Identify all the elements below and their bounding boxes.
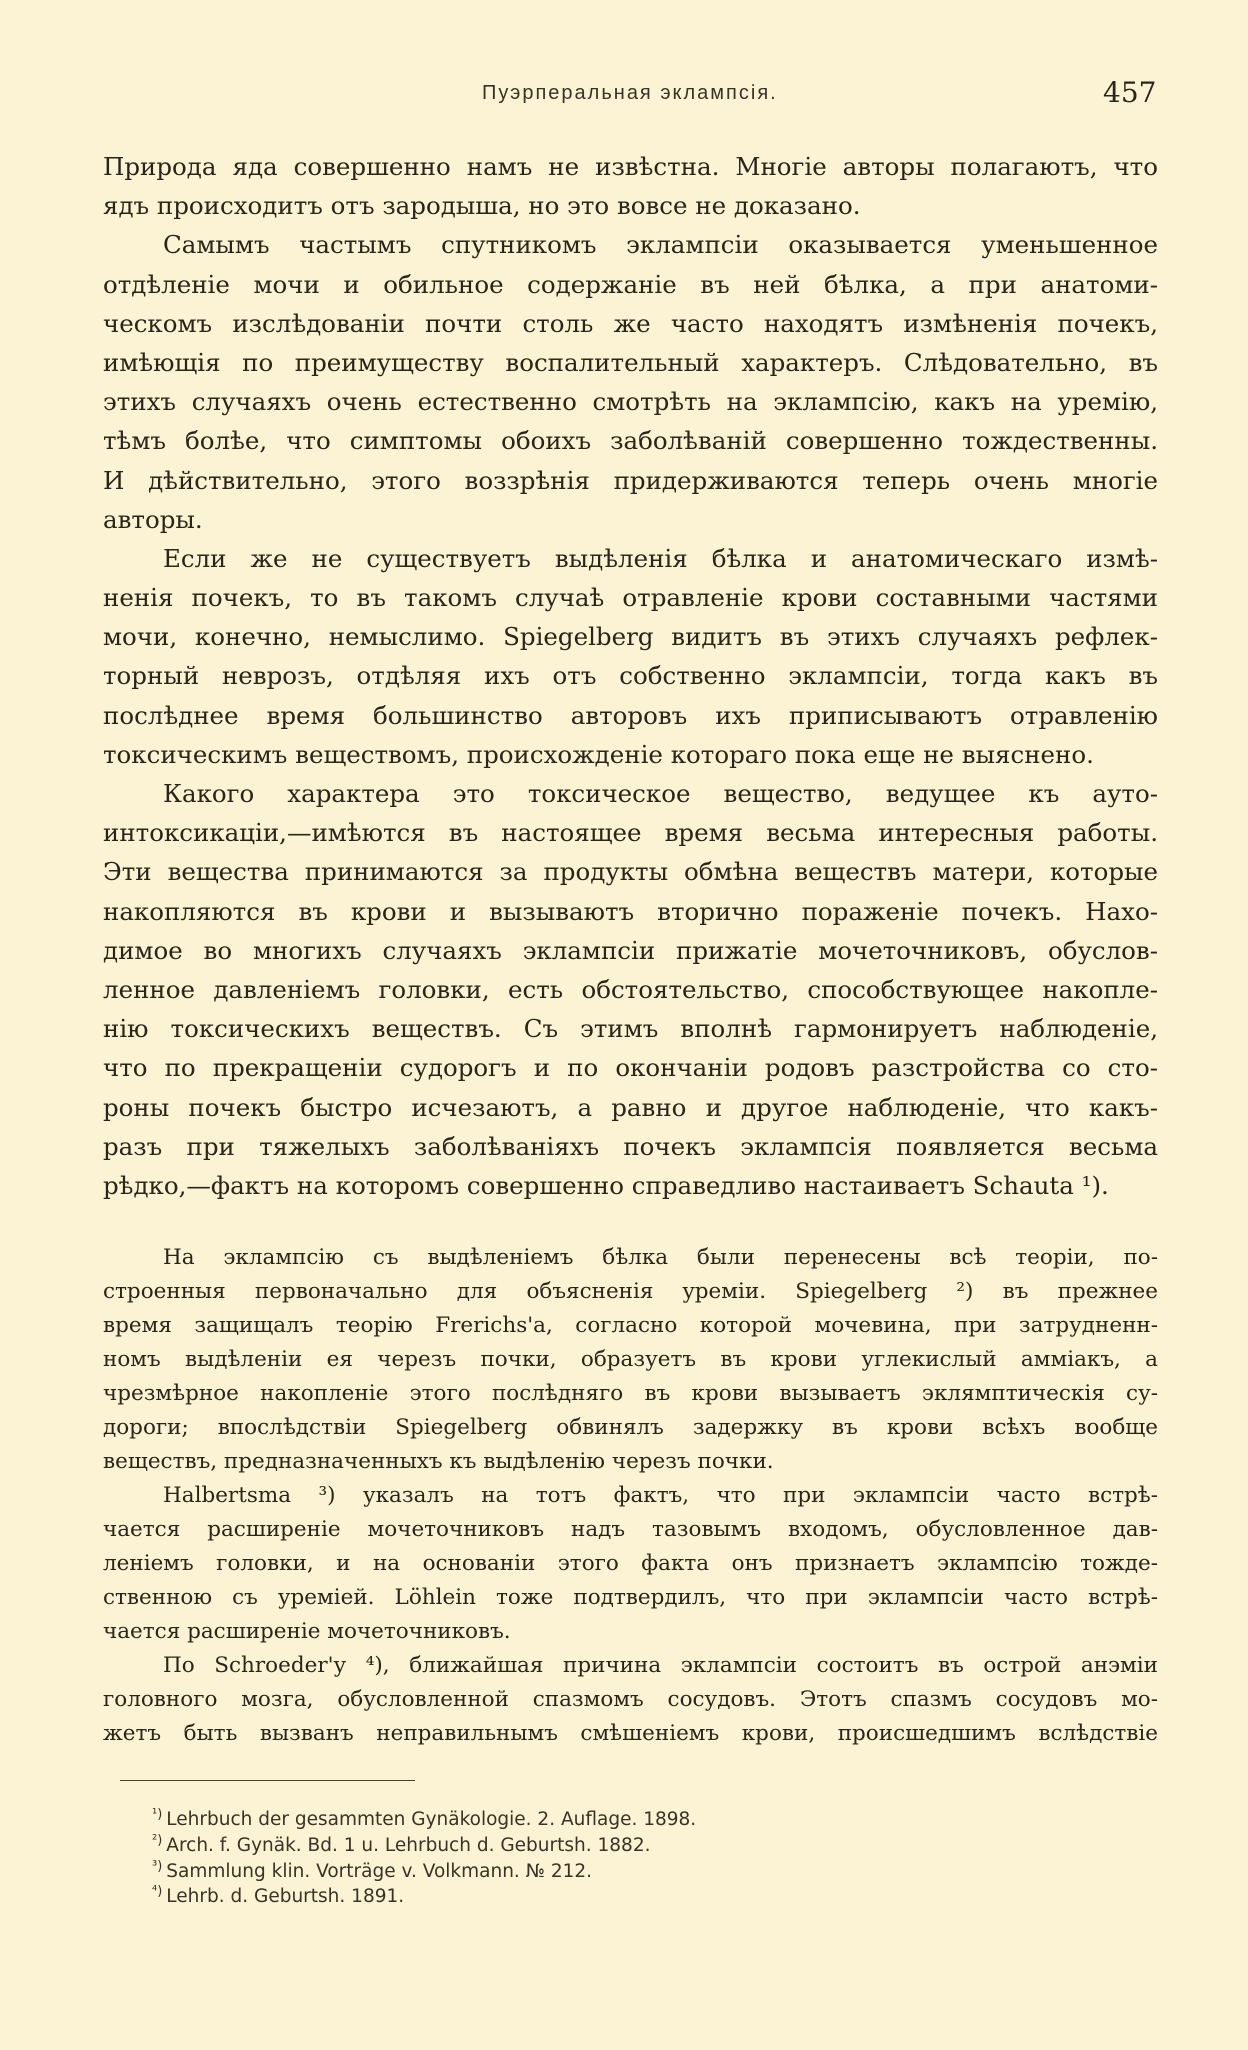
text-line: ственною съ уреміей. Löhlein тоже подтвердилъ, что при эклампсіи часто встрѣ- <box>103 1585 1158 1610</box>
text-line: накопляются въ крови и вызываютъ вторично пораженіе почекъ. Нахо- <box>103 896 1158 926</box>
text-line: интоксикаціи,—имѣются въ настоящее время весьма интересныя работы. <box>103 818 1158 848</box>
text-line: чается расширеніе мочеточниковъ. <box>103 1619 511 1644</box>
text-line: имѣющія по преимуществу воспалительный характеръ. Слѣдовательно, въ <box>103 347 1158 377</box>
paragraph-6 <box>103 1479 1158 1649</box>
running-header: Пуэрперальная эклампсія. <box>482 82 778 104</box>
footnote-marker: ⁴) <box>152 1884 163 1900</box>
text-line: ленное давленіемъ головки, есть обстоятельство, способствующее накопле- <box>103 974 1158 1004</box>
footnote-text: Lehrbuch der gesammten Gynäkologie. 2. Auflage. 1898. <box>166 1809 697 1831</box>
text-line: разъ при тяжелыхъ заболѣваніяхъ почекъ эклампсія появляется весьма <box>103 1131 1158 1161</box>
text-line: На эклампсію съ выдѣленіемъ бѣлка были перенесены всѣ теоріи, по- <box>163 1245 1158 1270</box>
footnote-text: Arch. f. Gynäk. Bd. 1 u. Lehrbuch d. Geburtsh. 1882. <box>166 1834 651 1856</box>
footnote-text: Lehrb. d. Geburtsh. 1891. <box>166 1886 405 1908</box>
paragraph-5 <box>103 1241 1158 1479</box>
text-line: чрезмѣрное накопленіе этого послѣдняго въ крови вызываетъ эклямптическія су- <box>103 1381 1158 1406</box>
text-line: торный неврозъ, отдѣляя ихъ отъ собственно эклампсіи, тогда какъ въ <box>103 661 1158 691</box>
text-line: ческомъ изслѣдованіи почти столь же часто находятъ измѣненія почекъ, <box>103 308 1158 338</box>
text-line: строенныя первоначально для объясненія ypeміи. Spiegelberg ²) въ прежнее <box>103 1279 1158 1304</box>
footnote <box>152 1854 696 1880</box>
text-line: По Schroeder'у ⁴), ближайшая причина эклампсіи состоитъ въ острой анэміи <box>163 1653 1158 1678</box>
paragraph-1 <box>103 147 1158 225</box>
text-line: Самымъ частымъ спутникомъ эклампсіи оказывается уменьшенное <box>163 230 1158 260</box>
page-number: 457 <box>1103 76 1157 109</box>
text-line: Halbertsma ³) указалъ на тотъ фактъ, что при эклампсіи часто встрѣ- <box>163 1483 1158 1508</box>
text-line: ненія почекъ, то въ такомъ случаѣ отравленіе крови составными частями <box>103 583 1158 613</box>
footnote-divider <box>120 1780 415 1781</box>
text-line: головного мозга, обусловленной спазмомъ сосудовъ. Этотъ спазмъ сосудовъ мо- <box>103 1687 1158 1712</box>
text-line: Если же не существуетъ выдѣленія бѣлка и анатомическаго измѣ- <box>163 543 1158 573</box>
footnote-text: Sammlung klin. Vorträge v. Volkmann. № 212. <box>166 1860 593 1882</box>
small-text <box>103 1241 1158 1751</box>
text-line: отдѣленіе мочи и обильное содержаніе въ ней бѣлка, а при анатоми- <box>103 269 1158 299</box>
text-line: время защищалъ теорію Frerichs'а, согласно которой мочевина, при затрудненн- <box>103 1313 1158 1338</box>
text-line: Какого характера это токсическое вещество, ведущее къ ауто- <box>163 779 1158 808</box>
footnote <box>152 1879 696 1908</box>
text-line: димое во многихъ случаяхъ эклампсіи прижатіе мочеточниковъ, обуслов- <box>103 935 1158 965</box>
text-line: веществъ, предназначенныхъ къ выдѣленію черезъ почки. <box>103 1449 774 1474</box>
footnote <box>152 1828 696 1854</box>
text-line: чается расширеніе мочеточниковъ надъ тазовымъ входомъ, обусловленное дав- <box>103 1517 1158 1542</box>
text-line: мочи, конечно, немыслимо. Spiegelberg видитъ въ этихъ случаяхъ рефлек- <box>103 622 1158 652</box>
text-line: Эти вещества принимаются за продукты обмѣна веществъ матери, которые <box>103 857 1158 887</box>
text-line: ядъ происходитъ отъ зародыша, но это вовсе не доказано. <box>103 191 861 221</box>
paragraph-2 <box>103 225 1158 539</box>
footnote <box>152 1802 697 1831</box>
paragraph-4 <box>103 774 1158 1205</box>
footnote-marker: ²) <box>152 1832 163 1848</box>
paragraph-7 <box>103 1649 1158 1751</box>
text-line: дороги; впослѣдствіи Spiegelberg обвинялъ задержку въ крови всѣхъ вообще <box>103 1415 1158 1440</box>
text-line: леніемъ головки, и на основаніи этого факта онъ признаетъ эклампсію тожде- <box>103 1551 1158 1576</box>
footnotes <box>152 1802 697 1908</box>
text-line: токсическимъ веществомъ, происхожденіе котораго пока еще не выяснено. <box>103 739 1094 769</box>
text-line: роны почекъ быстро исчезаютъ, а равно и другое наблюденіе, что какъ- <box>103 1092 1158 1122</box>
text-line: жетъ быть вызванъ неправильнымъ смѣшеніемъ крови, происшедшимъ вслѣдствіе <box>103 1721 1158 1746</box>
text-line: авторы. <box>103 504 203 534</box>
text-line: нію токсическихъ веществъ. Съ этимъ вполнѣ гармонируетъ наблюденіе, <box>103 1014 1158 1044</box>
text-line: номъ выдѣленіи ея черезъ почки, образуетъ въ крови углекислый амміакъ, а <box>103 1347 1158 1372</box>
text-line: рѣдко,—фактъ на которомъ совершенно справедливо настаиваетъ Schauta ¹). <box>103 1170 1109 1200</box>
text-line: что по прекращеніи судорогъ и по окончаніи родовъ разстройства со сто- <box>103 1053 1158 1083</box>
paragraph-3 <box>103 539 1158 774</box>
text-line: И дѣйствительно, этого воззрѣнія придерживаются теперь очень многіе <box>103 465 1158 495</box>
text-line: Природа яда совершенно намъ не извѣстна. Многіе авторы полагаютъ, что <box>103 152 1158 181</box>
main-text <box>103 147 1158 1205</box>
text-line: послѣднее время большинство авторовъ ихъ приписываютъ отравленію <box>103 700 1158 730</box>
text-line: тѣмъ болѣе, что симптомы обоихъ заболѣваній совершенно тождественны. <box>103 426 1158 456</box>
footnote-marker: ¹) <box>152 1807 163 1822</box>
text-line: этихъ случаяхъ очень естественно смотрѣть на эклампсію, какъ на уремію, <box>103 387 1158 417</box>
footnote-marker: ³) <box>152 1858 163 1874</box>
